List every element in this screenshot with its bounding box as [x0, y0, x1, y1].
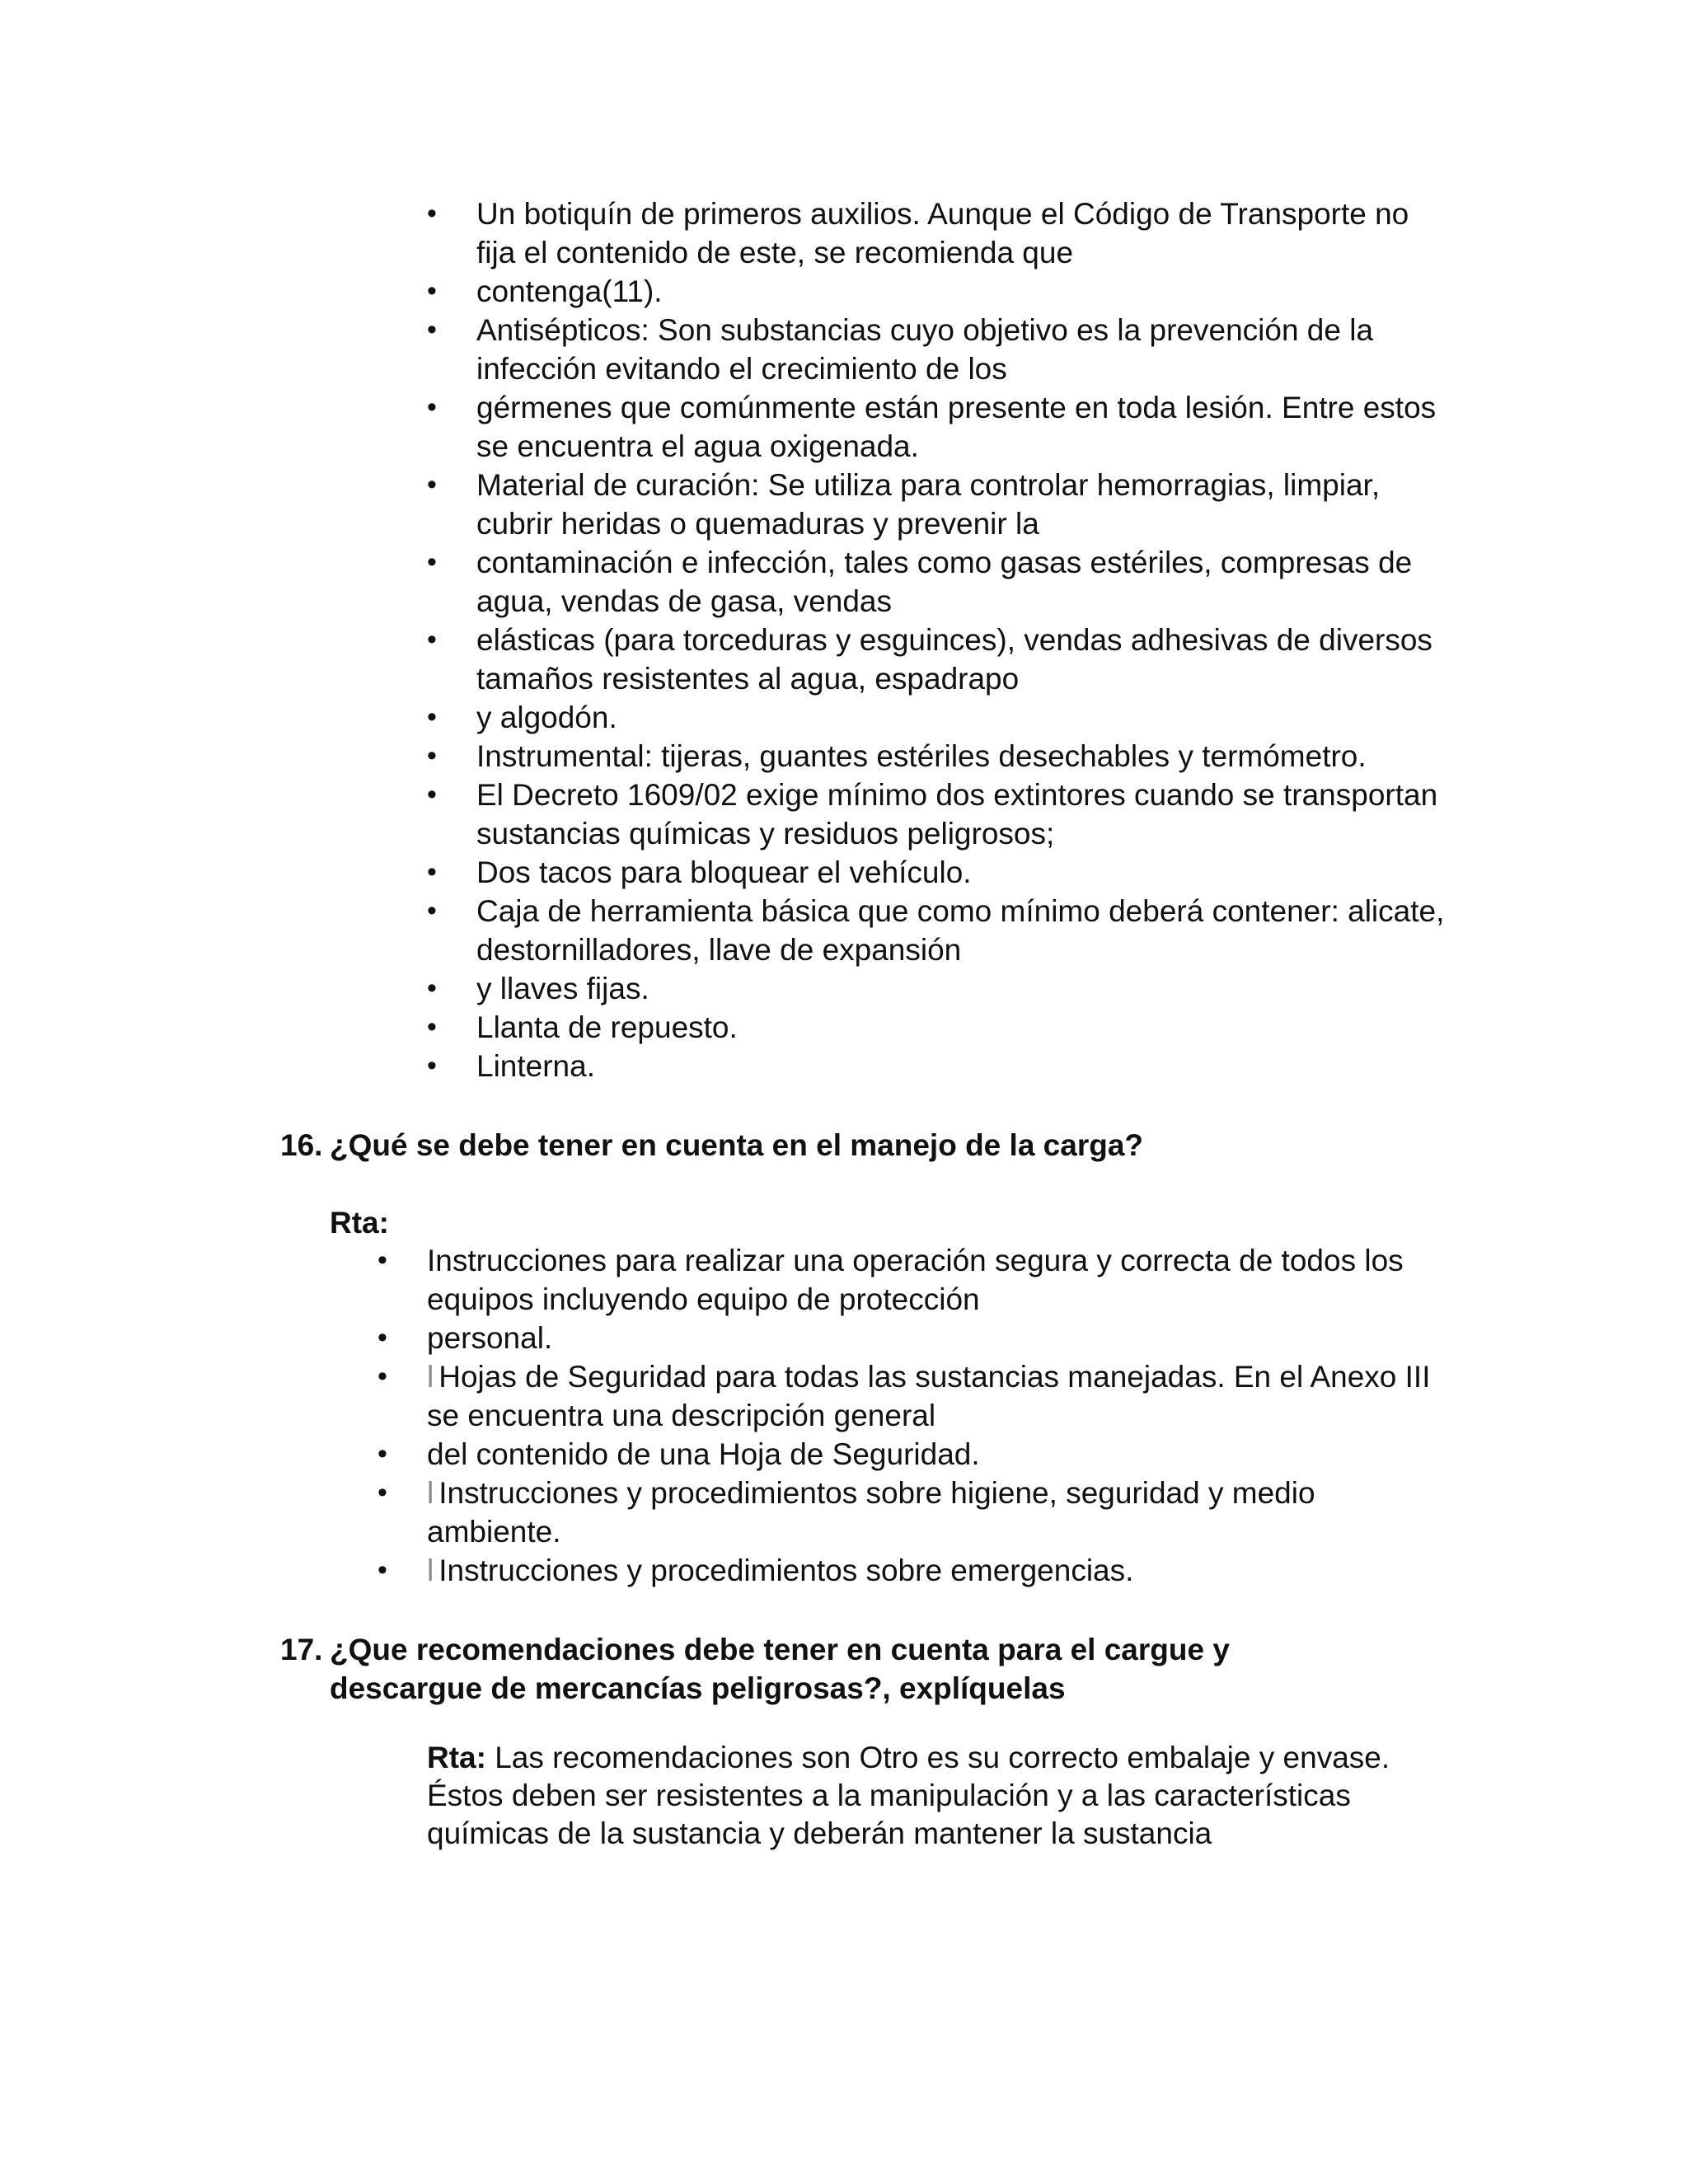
- list-item: • del contenido de una Hoja de Seguridad.: [377, 1435, 1449, 1474]
- bullet-marker: l: [427, 1476, 434, 1510]
- list-item: • Dos tacos para bloquear el vehículo.: [427, 853, 1449, 892]
- answer-label: Rta:: [330, 1206, 389, 1240]
- question-number: 16.: [280, 1128, 323, 1162]
- list-item: • l Instrucciones y procedimientos sobre higiene, seguridad y medio ambiente.: [377, 1474, 1449, 1551]
- list-item: • y algodón.: [427, 698, 1449, 737]
- list-item: • y llaves fijas.: [427, 969, 1449, 1008]
- list-item: • Caja de herramienta básica que como mínimo deberá contener: alicate, destornilladores, llave de expansión: [427, 892, 1449, 969]
- question-16-heading: [280, 1126, 1451, 1165]
- list-item: • Instrucciones para realizar una operación segura y correcta de todos los equipos incluyendo equipo de protección: [377, 1241, 1449, 1319]
- answer-label: Rta:: [427, 1741, 486, 1774]
- q16-answer-list: [377, 1241, 1449, 1590]
- list-item: • Un botiquín de primeros auxilios. Aunque el Código de Transporte no fija el contenido de este, se recomienda que: [427, 194, 1449, 272]
- list-item: • Material de curación: Se utiliza para controlar hemorragias, limpiar, cubrir heridas o quemaduras y prevenir la: [427, 466, 1449, 543]
- list-item: • Linterna.: [427, 1047, 1449, 1085]
- list-item: • El Decreto 1609/02 exige mínimo dos extintores cuando se transportan sustancias químicas y residuos peligrosos;: [427, 776, 1449, 853]
- list-item: • elásticas (para torceduras y esguinces), vendas adhesivas de diversos tamaños resistentes al agua, espadrapo: [427, 621, 1449, 698]
- list-item: • Llanta de repuesto.: [427, 1008, 1449, 1047]
- list-item: • l Instrucciones y procedimientos sobre emergencias.: [377, 1551, 1449, 1590]
- bullet-marker: l: [427, 1554, 434, 1587]
- list-item: • gérmenes que comúnmente están presente en toda lesión. Entre estos se encuentra el agua oxigenada.: [427, 388, 1449, 466]
- question-text: ¿Qué se debe tener en cuenta en el manejo de la carga?: [330, 1128, 1144, 1162]
- list-item: • Instrumental: tijeras, guantes estériles desechables y termómetro.: [427, 737, 1449, 776]
- kit-list: [427, 194, 1449, 1085]
- answer-text: Las recomendaciones son Otro es su correcto embalaje y envase. Éstos deben ser resistentes a la manipulación y a las características químicas de la sustancia y deberán mantener la sustancia: [427, 1741, 1390, 1850]
- list-item: • contenga(11).: [427, 272, 1449, 311]
- list-item: • personal.: [377, 1319, 1449, 1357]
- list-item: • Antisépticos: Son substancias cuyo objetivo es la prevención de la infección evitando el crecimiento de los: [427, 311, 1449, 388]
- list-item: • contaminación e infección, tales como gasas estériles, compresas de agua, vendas de gasa, vendas: [427, 543, 1449, 621]
- bullet-marker: l: [427, 1360, 434, 1394]
- q17-answer: [427, 1739, 1400, 1853]
- list-item: • l Hojas de Seguridad para todas las sustancias manejadas. En el Anexo III se encuentra una descripción general: [377, 1357, 1449, 1435]
- question-number: 17.: [280, 1633, 323, 1666]
- question-17-heading: [280, 1630, 1368, 1708]
- question-text: ¿Que recomendaciones debe tener en cuenta para el cargue y descargue de mercancías peligrosas?, explíquelas: [330, 1633, 1230, 1705]
